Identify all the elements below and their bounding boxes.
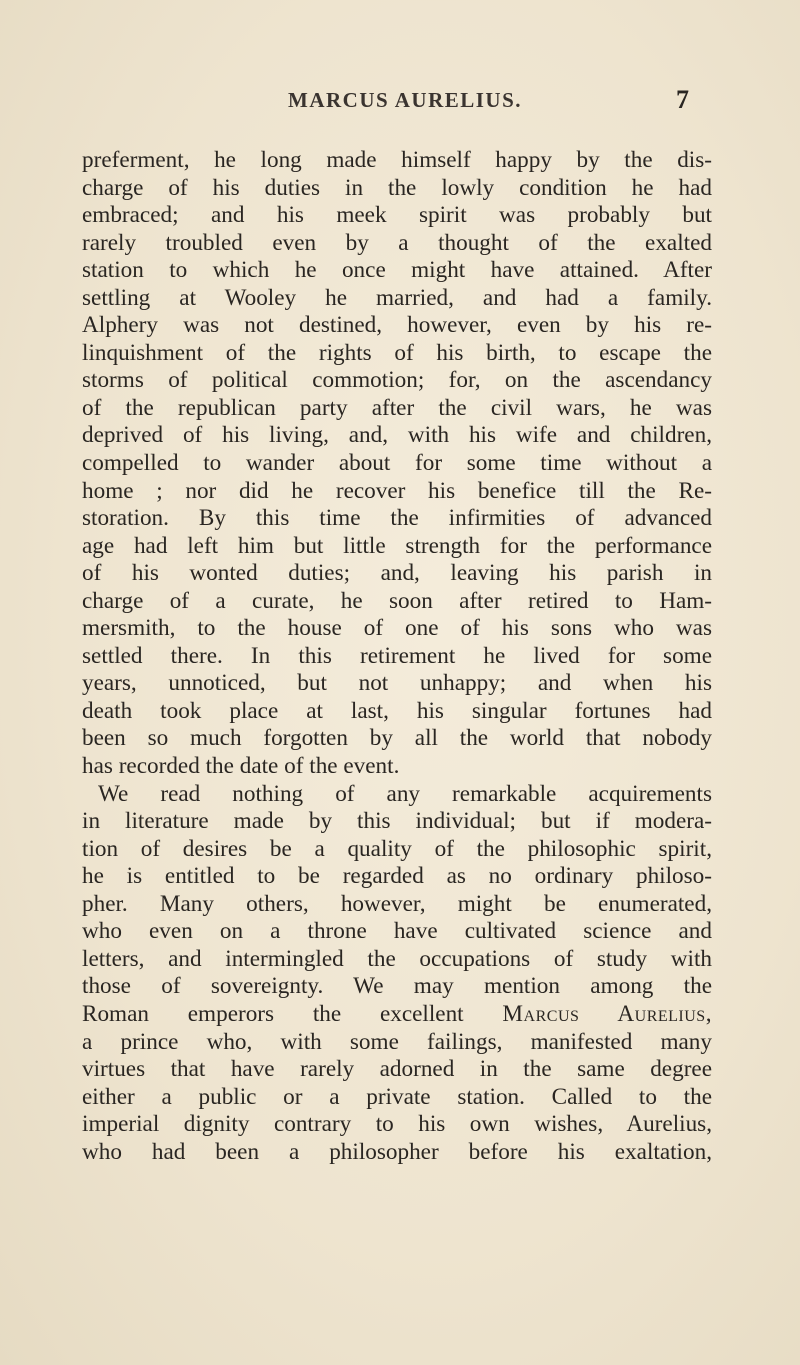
running-head [0,85,800,118]
text-line: pher. Many others, however, might be enumerated, [82,890,712,917]
text-line: has recorded the date of the event. [82,753,400,780]
text-line: of his wonted duties; and, leaving his parish in [82,560,712,587]
text-line: he is entitled to be regarded as no ordinary philoso- [82,863,712,890]
text-run: Roman emperors the excellent [82,1000,503,1027]
text-line: Alphery was not destined, however, even by his re- [82,312,712,339]
text-line: storms of political commotion; for, on the ascendancy [82,367,712,394]
paragraph-1 [82,147,712,781]
running-title: MARCUS AURELIUS. [288,88,523,112]
text-line: tion of desires be a quality of the philosophic spirit, [82,835,712,862]
text-line: settled there. In this retirement he lived for some [82,642,712,669]
text-line: who had been a philosopher before his exaltation, [82,1138,712,1165]
text-line: been so much forgotten by all the world that nobody [82,725,712,752]
text-line: charge of his duties in the lowly condition he had [82,174,712,201]
text-line: imperial dignity contrary to his own wishes, Aurelius, [82,1111,712,1138]
text-line: storation. By this time the infirmities of advanced [82,505,712,532]
text-line [82,1001,712,1029]
text-line: in literature made by this individual; but if modera- [82,808,712,835]
text-line: charge of a curate, he soon after retired to Ham- [82,587,712,614]
text-line: age had left him but little strength for the performance [82,532,712,559]
text-line: We read nothing of any remarkable acquirements [98,780,712,807]
body-text [82,147,712,1166]
text-line: mersmith, to the house of one of his sons who was [82,615,712,642]
text-line: station to which he once might have attained. After [82,257,712,284]
text-line: virtues that have rarely adorned in the same degree [82,1056,712,1083]
text-line: years, unnoticed, but not unhappy; and when his [82,670,712,697]
text-line: compelled to wander about for some time without a [82,450,712,477]
text-line: of the republican party after the civil wars, he was [82,394,712,421]
text-line: who even on a throne have cultivated science and [82,918,712,945]
text-line: settling at Wooley he married, and had a family. [82,284,712,311]
text-line: home ; nor did he recover his benefice till the Re- [82,477,712,504]
text-line: embraced; and his meek spirit was probably but [82,202,712,229]
page-number: 7 [676,85,689,114]
text-line: a prince who, with some failings, manifested many [82,1028,712,1055]
text-line: preferment, he long made himself happy by the dis- [82,147,712,173]
text-line: linquishment of the rights of his birth, to escape the [82,339,712,366]
text-line: death took place at last, his singular fortunes had [82,697,712,724]
paragraph-2 [82,781,712,1167]
text-line: those of sovereignty. We may mention among the [82,973,712,1000]
emperor-name: Marcus Aurelius, [502,1000,712,1027]
text-line: letters, and intermingled the occupations of study with [82,945,712,972]
text-line: deprived of his living, and, with his wife and children, [82,422,712,449]
text-line: rarely troubled even by a thought of the exalted [82,229,712,256]
text-line: either a public or a private station. Called to the [82,1083,712,1110]
